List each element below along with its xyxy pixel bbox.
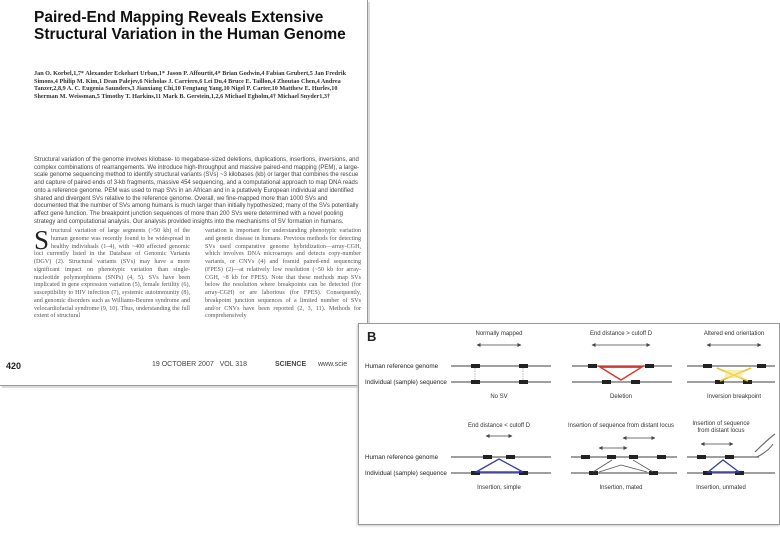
panel-normally-mapped [451, 331, 551, 400]
panel-deletion [572, 331, 672, 400]
date-text: 19 OCTOBER 2007 [152, 361, 214, 368]
panel-caption: Insertion, mated [599, 485, 643, 491]
row-label-individual-top: Individual (sample) sequence [365, 379, 447, 386]
panel-title: End distance < cutoff D [467, 423, 531, 429]
panel-title-line1: Insertion of sequence [692, 421, 750, 427]
page-footer [0, 360, 367, 372]
abstract: Structural variation of the genome involves kilobase- to megabase-sized deletions, duplications, insertions, inversions, and complex combinations of rearrangements. We introduce high-throughput and massive paired-end mapping (PEM), a large-scale genome sequencing method to identify structural variants (SVs) ~3 kilobases (kb) or larger that combines the rescue and capture of paired ends of 3-kb fragments, massive 454 sequencing, and a computational approach to map DNA reads onto a reference genome. PEM was used to map SVs in an African and in a putatively European individual and identified shared and divergent SVs relative to the reference genome. Overall, we fine-mapped more than 1000 SVs and documented that the number of SVs among humans is much larger than initially hypothesized; many of the SVs potentially affect gene function. The breakpoint junction sequences of more than 200 SVs were determined with a novel pooling strategy and computational analysis. Our analysis provided insights into the mechanisms of SV formation in humans. [34, 157, 360, 225]
panel-caption: Insertion, simple [477, 485, 521, 491]
figure-svg [359, 324, 779, 524]
drop-cap: S [34, 225, 50, 255]
panel-title: Normally mapped [475, 331, 523, 337]
body-text-left: tructural variation of large segments (>50 kb) of the human genome was recently found to be widespread in healthy individuals (1–4), with ~400 affected genomic loci currently listed in the Database of Genomic Variants (DGV) (2). Structural variants (SVs) may have a more significant impact on phenotypic variation than single-nucleotide polymorphisms (SNPs) (4, 5). SVs have been implicated in gene expression variation (5), female fertility (6), susceptibility to HIV infection (7), systemic autoimmunity (8), and genomic disorders such as Williams-Beuren syndrome and velocardiofacial syndrome (9, 10). Thus, understanding the full extent of structural [34, 228, 190, 320]
body-column-right: variation is important for understanding phenotypic variation and genetic disease in humans. Previous methods for detecting SVs used comparative genome hybridization—array-CGH, which involves DNA microarrays and detects copy-number variants, or CNVs (4) and fosmid paired-end sequencing (FPES) (2)—at relatively low resolution (~50 kb for array-CGH, ~8 kb for FPES). Note that these methods map SVs below the resolution where breakpoints can be detected (for array-CGH) or are laborious (for FPES). Consequently, breakpoint junction sequences of a limited number of SVs and/or CNVs have been reported (2, 3, 11). Methods for comprehensively [205, 228, 361, 320]
body-column-left [34, 225, 190, 321]
volume-text: VOL 318 [219, 361, 247, 368]
row-label-reference-bottom: Human reference genome [365, 454, 439, 461]
panel-insertion-simple [451, 423, 551, 491]
panel-title-line2: from distant locus [697, 428, 745, 434]
panel-label: B [367, 329, 377, 344]
panel-caption: Deletion [609, 394, 633, 400]
author-list: Jan O. Korbel,1,7* Alexander Eckehart Urban,1* Jason P. Affourtit,4* Brian Godwin,4 Fabian Grubert,5 Jan Fredrik Simons,4 Philip M. Kim,1 Dean Palejev,6 Nicholas J. Carriero,6 Lei Du,4 Bruce E. Taillon,4 Zhoutao Chen,4 Andrea Tanzer,2,8,9 A. C. Eugenia Saunders,3 Jianxiang Chi,10 Fengtang Yang,10 Nigel P. Carter,10 Matthew E. Hurles,10 Sherman M. Weissman,5 Timothy T. Harkins,11 Mark B. Gerstein,1,2,6 Michael Egholm,4† Michael Snyder1,3† [34, 70, 347, 100]
paper-page [0, 0, 368, 386]
panel-title: End distance > cutoff D [589, 331, 653, 337]
page-number: 420 [6, 361, 22, 371]
paper-title: Paired-End Mapping Reveals Extensive Structural Variation in the Human Genome [34, 9, 346, 43]
panel-caption: Inversion breakpoint [706, 394, 762, 400]
panel-insertion-mated [568, 423, 677, 491]
panel-title: Altered end orientation [703, 331, 765, 337]
issue-date [152, 361, 247, 368]
panel-inversion [687, 331, 775, 400]
panel-caption: Insertion, unmated [696, 485, 746, 491]
journal-url: www.scie [318, 361, 348, 368]
row-label-reference-top: Human reference genome [365, 363, 439, 370]
panel-insertion-unmated [687, 421, 775, 491]
panel-caption: No SV [490, 394, 508, 400]
row-label-individual-bottom: Individual (sample) sequence [365, 470, 447, 477]
journal-name: SCIENCE [275, 361, 307, 368]
panel-title: Insertion of sequence from distant locus [567, 423, 675, 429]
figure-panel-b [358, 323, 780, 525]
